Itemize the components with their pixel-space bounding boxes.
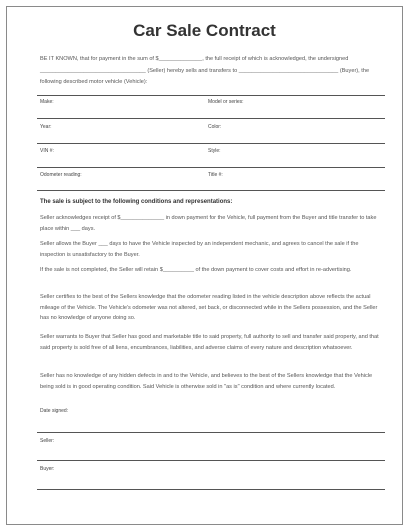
date-signed-label: Date signed: xyxy=(40,408,69,414)
document-title: Car Sale Contract xyxy=(133,21,276,40)
intro-paragraph: BE IT KNOWN, that for payment in the sum of $______________, the full receipt of which is acknowledged, the undersigned __________________________________ (Seller) hereby sells and transfers to ________________________________ (Buyer), the following described motor vehicle (Vehicle): xyxy=(40,56,370,86)
seller-signature-label: Seller: xyxy=(40,438,55,444)
table-bottom-rule xyxy=(37,190,385,191)
table-top-rule xyxy=(37,95,385,96)
style-label: Style: xyxy=(208,148,221,154)
clause-odometer: Seller certifies to the best of the Sellers knowledge that the odometer reading listed in the vehicle description above reflects the actual mileage of the Vehicle. The Vehicle's odometer was not altered, set back, or disconnected while in the Sellers possession, and the Seller has no knowledge of anyone doing so. xyxy=(40,294,378,322)
table-row-rule xyxy=(37,167,385,168)
signature-rule xyxy=(37,432,385,433)
clause-inspection: Seller allows the Buyer ___ days to have the Vehicle inspected by an independent mechanic, and agrees to cancel the sale if the inspection is unsatisfactory to the Buyer. xyxy=(40,241,359,258)
contract-page xyxy=(6,6,403,525)
signature-rule xyxy=(37,489,385,490)
vin-label: VIN #: xyxy=(40,148,54,154)
buyer-signature-label: Buyer: xyxy=(40,466,55,472)
clause-condition: Seller has no knowledge of any hidden defects in and to the Vehicle, and believes to the best of the Sellers knowledge that the Vehicle being sold is in good operating condition. Said Vehicle is otherwise sold in "as is" condition and where currently located. xyxy=(40,373,373,390)
clause-retention: If the sale is not completed, the Seller will retain $__________ of the down payment to cover costs and effort in re-advertising. xyxy=(40,267,352,273)
year-label: Year: xyxy=(40,124,52,130)
odometer-label: Odometer reading: xyxy=(40,172,82,178)
clause-down-payment: Seller acknowledges receipt of $______________ in down payment for the Vehicle, full payment from the Buyer and title transfer to take place within ___ days. xyxy=(40,215,377,232)
color-label: Color: xyxy=(208,124,222,130)
table-row-rule xyxy=(37,143,385,144)
clause-title-warranty: Seller warrants to Buyer that Seller has good and marketable title to said property, full authority to sell and transfer said property, and that said property is sold free of all liens, encumbrances, liabilities, and adverse claims of every nature and description whatsoever. xyxy=(40,334,379,351)
model-label: Model or series: xyxy=(208,99,244,105)
signature-rule xyxy=(37,460,385,461)
table-row-rule xyxy=(37,118,385,119)
conditions-heading: The sale is subject to the following conditions and representations: xyxy=(40,199,233,205)
title-number-label: Title #: xyxy=(208,172,223,178)
make-label: Make: xyxy=(40,99,54,105)
